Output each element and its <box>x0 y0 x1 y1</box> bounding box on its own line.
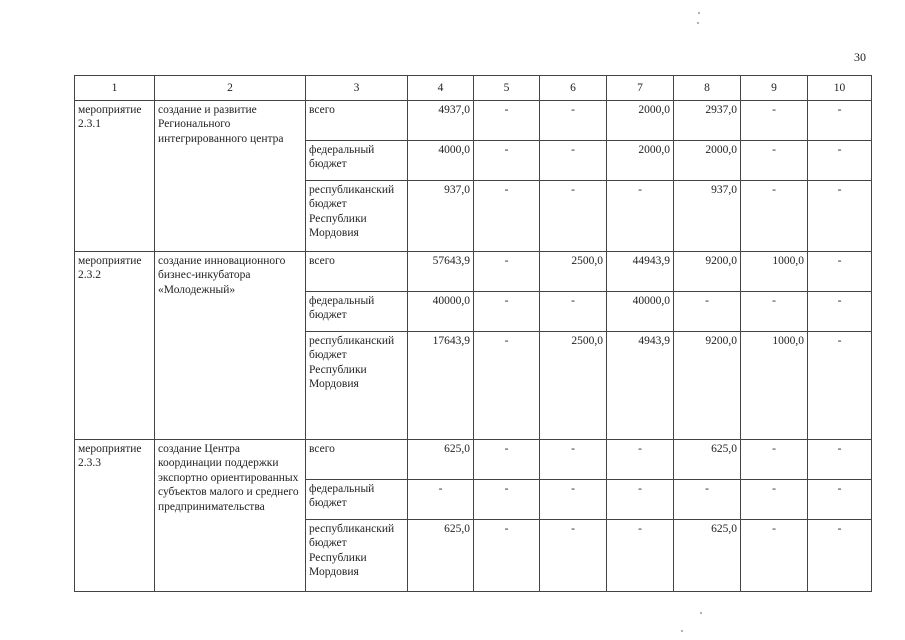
header-cell: 9 <box>741 76 808 101</box>
value-cell: - <box>474 520 540 592</box>
value-cell: - <box>741 181 808 252</box>
description-cell: создание и развитие Регионального интегрированного центра <box>155 101 306 252</box>
value-cell: 4943,9 <box>607 332 674 440</box>
funding-source-cell: федеральный бюджет <box>306 480 408 520</box>
value-cell: 44943,9 <box>607 252 674 292</box>
value-cell: - <box>540 141 607 181</box>
value-cell: - <box>607 480 674 520</box>
funding-source-cell: всего <box>306 252 408 292</box>
header-cell: 8 <box>674 76 741 101</box>
value-cell: 2500,0 <box>540 252 607 292</box>
value-cell: 2500,0 <box>540 332 607 440</box>
value-cell: - <box>607 440 674 480</box>
header-cell: 5 <box>474 76 540 101</box>
scan-speck <box>697 22 699 24</box>
value-cell: - <box>540 292 607 332</box>
header-cell: 2 <box>155 76 306 101</box>
value-cell: 2000,0 <box>607 101 674 141</box>
value-cell: 937,0 <box>408 181 474 252</box>
header-cell: 10 <box>808 76 872 101</box>
value-cell: 625,0 <box>674 520 741 592</box>
value-cell: - <box>741 480 808 520</box>
value-cell: 17643,9 <box>408 332 474 440</box>
value-cell: - <box>408 480 474 520</box>
table-body <box>75 101 872 592</box>
value-cell: - <box>540 181 607 252</box>
value-cell: - <box>540 480 607 520</box>
table-row <box>75 101 872 141</box>
value-cell: - <box>474 332 540 440</box>
value-cell: 57643,9 <box>408 252 474 292</box>
header-row <box>75 76 872 101</box>
table-row <box>75 440 872 480</box>
header-cell: 6 <box>540 76 607 101</box>
value-cell: - <box>808 520 872 592</box>
activity-cell: мероприятие 2.3.1 <box>75 101 155 252</box>
value-cell: - <box>808 141 872 181</box>
value-cell: 625,0 <box>674 440 741 480</box>
value-cell: - <box>741 440 808 480</box>
activity-cell: мероприятие 2.3.2 <box>75 252 155 440</box>
value-cell: - <box>607 520 674 592</box>
header-cell: 1 <box>75 76 155 101</box>
description-cell: создание Центра координации поддержки экспортно ориентированных субъектов малого и среднего предпринимательства <box>155 440 306 592</box>
value-cell: - <box>808 101 872 141</box>
value-cell: - <box>474 101 540 141</box>
value-cell: - <box>474 181 540 252</box>
scan-speck <box>681 630 683 632</box>
value-cell: - <box>540 440 607 480</box>
funding-source-cell: федеральный бюджет <box>306 292 408 332</box>
value-cell: 40000,0 <box>408 292 474 332</box>
funding-source-cell: всего <box>306 101 408 141</box>
value-cell: 1000,0 <box>741 252 808 292</box>
value-cell: 2000,0 <box>607 141 674 181</box>
value-cell: - <box>474 292 540 332</box>
value-cell: 9200,0 <box>674 332 741 440</box>
value-cell: - <box>540 101 607 141</box>
funding-source-cell: республиканский бюджет Республики Мордовия <box>306 181 408 252</box>
value-cell: - <box>808 252 872 292</box>
value-cell: - <box>741 520 808 592</box>
header-cell: 3 <box>306 76 408 101</box>
description-cell: создание инновационного бизнес-инкубатора «Молодежный» <box>155 252 306 440</box>
scan-speck <box>700 612 702 614</box>
funding-source-cell: всего <box>306 440 408 480</box>
header-cell: 7 <box>607 76 674 101</box>
budget-table <box>74 75 872 592</box>
value-cell: 2937,0 <box>674 101 741 141</box>
header-cell: 4 <box>408 76 474 101</box>
value-cell: 40000,0 <box>607 292 674 332</box>
table-row <box>75 252 872 292</box>
value-cell: - <box>540 520 607 592</box>
value-cell: - <box>474 440 540 480</box>
scan-speck <box>698 12 700 14</box>
funding-source-cell: республиканский бюджет Республики Мордовия <box>306 520 408 592</box>
value-cell: - <box>474 141 540 181</box>
value-cell: - <box>808 440 872 480</box>
value-cell: 625,0 <box>408 440 474 480</box>
value-cell: - <box>808 480 872 520</box>
funding-source-cell: республиканский бюджет Республики Мордовия <box>306 332 408 440</box>
value-cell: 625,0 <box>408 520 474 592</box>
value-cell: - <box>741 292 808 332</box>
value-cell: 4937,0 <box>408 101 474 141</box>
value-cell: - <box>474 480 540 520</box>
value-cell: - <box>741 141 808 181</box>
value-cell: - <box>808 181 872 252</box>
value-cell: 1000,0 <box>741 332 808 440</box>
value-cell: - <box>674 480 741 520</box>
value-cell: - <box>474 252 540 292</box>
value-cell: - <box>808 292 872 332</box>
value-cell: - <box>808 332 872 440</box>
value-cell: 937,0 <box>674 181 741 252</box>
funding-source-cell: федеральный бюджет <box>306 141 408 181</box>
value-cell: - <box>674 292 741 332</box>
page-number: 30 <box>854 50 866 64</box>
value-cell: - <box>607 181 674 252</box>
value-cell: 9200,0 <box>674 252 741 292</box>
activity-cell: мероприятие 2.3.3 <box>75 440 155 592</box>
value-cell: - <box>741 101 808 141</box>
value-cell: 2000,0 <box>674 141 741 181</box>
value-cell: 4000,0 <box>408 141 474 181</box>
